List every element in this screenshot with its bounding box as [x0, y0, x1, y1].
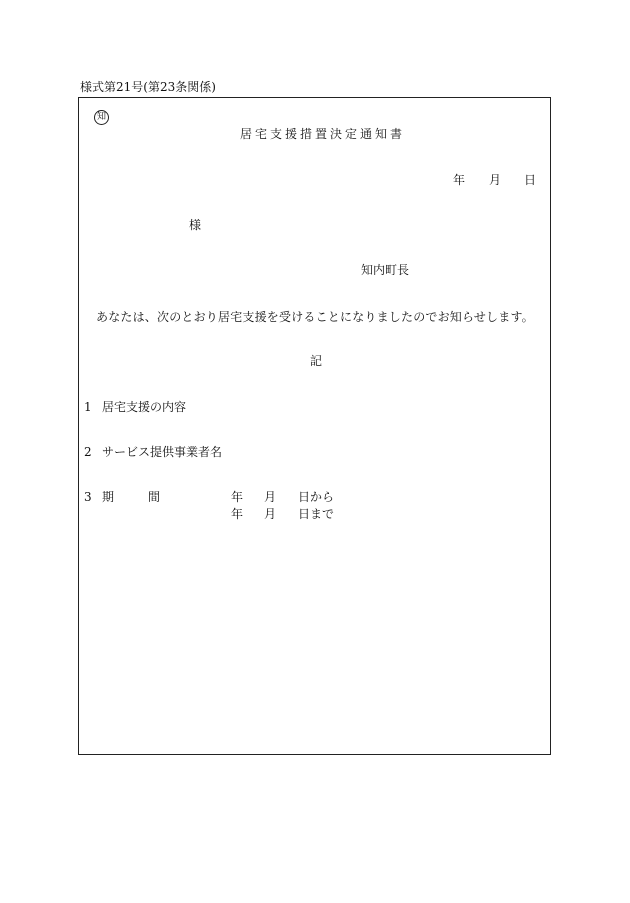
period-from-day: 日から: [298, 490, 335, 504]
date-day-label: 日: [524, 173, 537, 187]
period-to-year: 年: [231, 507, 244, 521]
date-month-label: 月: [489, 173, 502, 187]
item-3-number: 3: [84, 490, 92, 504]
item-1-number: 1: [84, 400, 92, 414]
note-heading: 記: [310, 354, 323, 368]
form-frame: [78, 97, 551, 755]
chi-seal-mark: 知: [94, 110, 109, 125]
addressee-honorific: 様: [189, 218, 202, 232]
item-2-label: サービス提供事業者名: [102, 445, 223, 459]
form-number: 様式第21号(第23条関係): [80, 80, 216, 94]
notice-body: あなたは、次のとおり居宅支援を受けることになりましたのでお知らせします。: [96, 310, 534, 324]
item-3-label: 期: [102, 490, 115, 504]
period-to-month: 月: [264, 507, 277, 521]
item-2-number: 2: [84, 445, 92, 459]
date-year-label: 年: [453, 173, 466, 187]
item-1-label: 居宅支援の内容: [102, 400, 187, 414]
period-from-month: 月: [264, 490, 277, 504]
document-title: 居宅支援措置決定通知書: [240, 127, 406, 141]
period-to-day: 日まで: [298, 507, 335, 521]
issuer-name: 知内町長: [361, 263, 410, 277]
period-from-year: 年: [231, 490, 244, 504]
item-3-label-second: 間: [148, 490, 161, 504]
